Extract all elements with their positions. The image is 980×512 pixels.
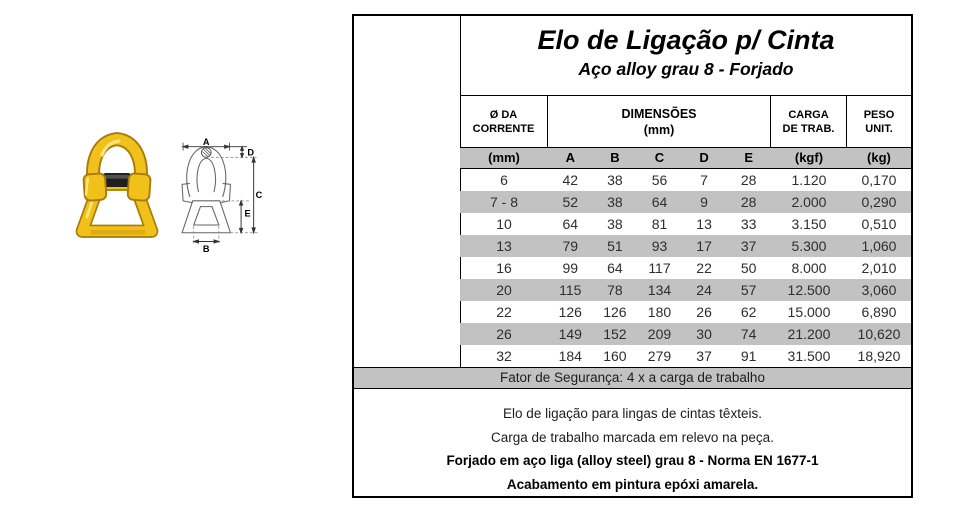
table-cell: 12.500 (787, 282, 831, 298)
table-cell: 99 (562, 260, 579, 276)
table-cell: 0,510 (861, 216, 897, 232)
table-cell: 22 (696, 260, 712, 276)
title-block (461, 16, 911, 95)
header-text: DE TRAB. (782, 122, 835, 135)
table-cell: 33 (740, 216, 757, 232)
link-pin (103, 173, 131, 187)
table-row (460, 257, 911, 279)
header-text: PESO (863, 108, 895, 121)
table-row (460, 191, 911, 213)
table-cell: 62 (740, 304, 757, 320)
table-cell: 1,060 (861, 238, 897, 254)
table-cell: 64 (651, 194, 668, 210)
table-cell: 13 (696, 216, 712, 232)
note-line: Forjado em aço liga (alloy steel) grau 8 - Norma EN 1677-1 (446, 453, 819, 468)
table-cell: 21.200 (787, 326, 831, 342)
subheader-cell: E (744, 150, 753, 165)
table-cell: 126 (603, 304, 627, 320)
subheader-cell: C (654, 150, 665, 165)
table-cell: 279 (647, 348, 672, 364)
table-cell: 3.150 (791, 216, 827, 232)
pin-section-icon (201, 148, 211, 158)
table-body (460, 169, 911, 367)
header-text: UNIT. (865, 122, 893, 135)
table-cell: 160 (603, 348, 627, 364)
header-text: DIMENSÕES (621, 106, 697, 121)
product-photo (70, 126, 164, 250)
header-unit-weight (847, 96, 911, 148)
table-cell: 32 (496, 348, 512, 364)
table-cell: 134 (647, 282, 672, 298)
table-cell: 2,010 (861, 260, 897, 276)
table-row (460, 323, 911, 345)
table-cell: 26 (696, 304, 712, 320)
table-cell: 93 (651, 238, 668, 254)
table-cell: 81 (651, 216, 668, 232)
table-cell: 7 - 8 (489, 194, 518, 210)
header-text: CORRENTE (472, 122, 535, 135)
table-cell: 10,620 (857, 326, 901, 342)
table-cell: 38 (607, 216, 623, 232)
table-cell: 5.300 (791, 238, 827, 254)
table-row (460, 279, 911, 301)
subheader-cell: (kgf) (794, 150, 824, 165)
table-cell: 126 (558, 304, 582, 320)
table-cell: 16 (496, 260, 512, 276)
dimension-diagram (165, 137, 263, 255)
table-cell: 22 (496, 304, 512, 320)
table-cell: 31.500 (787, 348, 831, 364)
notes-block (354, 389, 911, 496)
table-cell: 18,920 (857, 348, 901, 364)
table-cell: 0,170 (861, 172, 897, 188)
table-row (460, 235, 911, 257)
table-cell: 28 (740, 194, 757, 210)
table-cell: 79 (562, 238, 579, 254)
table-row (460, 345, 911, 367)
table-header-row (460, 96, 911, 148)
table-cell: 28 (740, 172, 757, 188)
dim-label-d: D (247, 147, 254, 158)
table-cell: 17 (696, 238, 712, 254)
table-cell: 7 (700, 172, 708, 188)
table-cell: 2.000 (791, 194, 827, 210)
note-line: Carga de trabalho marcada em relevo na peça. (491, 429, 774, 445)
table-cell: 15.000 (787, 304, 831, 320)
dimension-drawing (165, 137, 263, 255)
table-cell: 64 (607, 260, 623, 276)
subheader-cell: (mm) (488, 150, 520, 165)
table-cell: 8.000 (791, 260, 827, 276)
header-text: (mm) (643, 122, 675, 137)
table-cell: 57 (740, 282, 757, 298)
table-row (460, 301, 911, 323)
table-cell: 1.120 (791, 172, 827, 188)
subheader-cell: D (699, 150, 709, 165)
table-cell: 115 (559, 282, 582, 298)
table-cell: 152 (603, 326, 627, 342)
subheader-cell: (kg) (867, 150, 891, 165)
table-cell: 52 (562, 194, 579, 210)
dim-label-e: E (244, 208, 251, 219)
header-working-load (771, 96, 847, 148)
table-cell: 3,060 (861, 282, 897, 298)
spec-table-box (352, 14, 913, 498)
subheader-cell: A (565, 150, 575, 165)
table-cell: 26 (496, 326, 512, 342)
note-line: Elo de ligação para lingas de cintas têxteis. (503, 406, 762, 421)
table-row (460, 213, 911, 235)
table-cell: 37 (696, 348, 712, 364)
header-text: Ø DA (489, 108, 518, 121)
table-cell: 20 (496, 282, 512, 298)
table-cell: 6,890 (861, 304, 897, 320)
table-cell: 9 (700, 194, 708, 210)
table-cell: 38 (607, 194, 623, 210)
table-cell: 50 (740, 260, 757, 276)
table-row (460, 169, 911, 191)
dim-label-c: C (255, 189, 263, 200)
table-cell: 74 (740, 326, 757, 342)
table-cell: 78 (607, 282, 623, 298)
table-cell: 64 (562, 216, 579, 232)
table-cell: 117 (648, 260, 671, 276)
drawing-outline (182, 147, 230, 233)
table-cell: 56 (651, 172, 668, 188)
subheader-cell: B (610, 150, 620, 165)
table-cell: 10 (496, 216, 512, 232)
page-subtitle: Aço alloy grau 8 - Forjado (578, 59, 794, 79)
header-chain-diameter (460, 96, 548, 148)
subheader-row (460, 148, 911, 169)
table-cell: 0,290 (861, 194, 897, 210)
table-cell: 38 (607, 172, 623, 188)
table-cell: 180 (647, 304, 672, 320)
table-cell: 91 (740, 348, 757, 364)
connecting-link-photo (70, 126, 164, 250)
dim-label-a: A (202, 137, 210, 147)
table-cell: 42 (562, 172, 579, 188)
note-line: Acabamento em pintura epóxi amarela. (506, 476, 759, 492)
table-cell: 51 (607, 238, 623, 254)
page-title: Elo de Ligação p/ Cinta (537, 25, 835, 55)
table-cell: 24 (696, 282, 712, 298)
table-cell: 37 (740, 238, 757, 254)
table-cell: 209 (647, 326, 672, 342)
header-text: CARGA (788, 108, 829, 121)
table-cell: 30 (696, 326, 712, 342)
table-cell: 6 (500, 172, 508, 188)
table-cell: 184 (558, 348, 582, 364)
header-dimensions (548, 96, 771, 148)
dim-label-b: B (202, 244, 210, 255)
table-cell: 13 (496, 238, 512, 254)
spec-table (460, 95, 911, 367)
table-cell: 149 (558, 326, 582, 342)
safety-factor-band: Fator de Segurança: 4 x a carga de trabalho (354, 367, 911, 389)
